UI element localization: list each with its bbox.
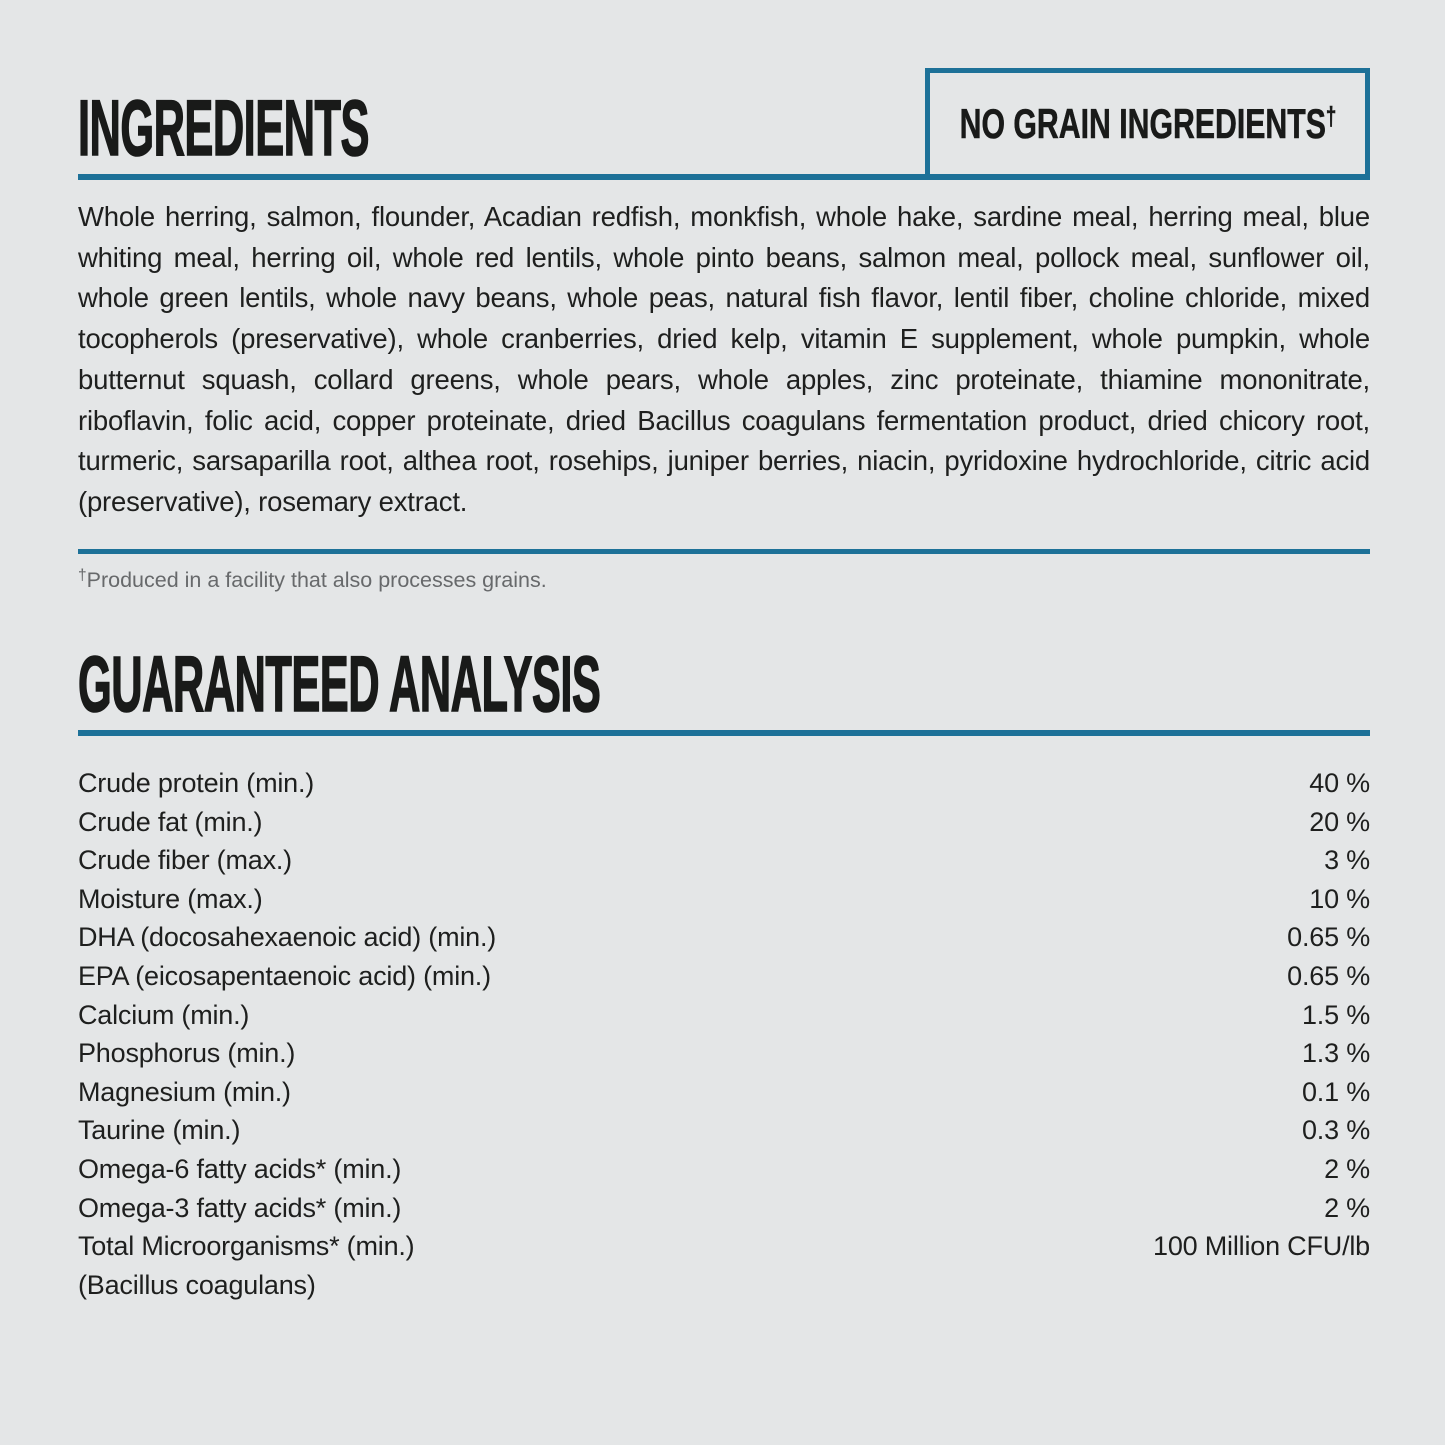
table-row [78,1073,1370,1112]
analysis-value: 20 % [1309,806,1370,837]
analysis-divider [78,730,1370,736]
analysis-value: 0.65 % [1287,922,1370,953]
table-row [78,841,1370,880]
analysis-label: Crude fiber (max.) [78,845,292,876]
ingredients-section-title: INGREDIENTS [78,83,369,172]
analysis-label: (Bacillus coagulans) [78,1269,316,1300]
footnote-divider [78,549,1370,554]
table-row [78,1266,1370,1305]
table-row [78,1227,1370,1266]
table-row [78,764,1370,803]
analysis-label: Calcium (min.) [78,999,250,1030]
analysis-value: 1.5 % [1301,999,1370,1030]
analysis-value: 0.3 % [1301,1115,1370,1146]
footnote-text: Produced in a facility that also processes grains. [86,568,547,592]
footnote-dagger: † [78,567,87,584]
ingredients-list-text: Whole herring, salmon, flounder, Acadian redfish, monkfish, whole hake, sardine meal, herring meal, blue whiting meal, herring oil, whole red lentils, whole pinto beans, salmon meal, pollock meal, sunflower oil, whole green lentils, whole navy beans, whole peas, natural fish flavor, lentil fiber, choline chloride, mixed tocopherols (preservative), whole cranberries, dried kelp, vitamin E supplement, whole pumpkin, whole butternut squash, collard greens, whole pears, whole apples, zinc proteinate, thiamine mononitrate, riboflavin, folic acid, copper proteinate, dried Bacillus coagulans fermentation product, dried chicory root, turmeric, sarsaparilla root, althea root, rosehips, juniper berries, niacin, pyridoxine hydrochloride, citric acid (preservative), rosemary extract. [78,201,1370,517]
analysis-value: 3 % [1324,845,1370,876]
analysis-label: Omega-6 fatty acids* (min.) [78,1153,402,1184]
analysis-value: 40 % [1309,768,1370,798]
analysis-label: Omega-3 fatty acids* (min.) [78,1192,402,1223]
analysis-label: EPA (eicosapentaenoic acid) (min.) [78,960,491,991]
table-row [78,918,1370,957]
analysis-value: 0.65 % [1287,960,1370,991]
analysis-value: 1.3 % [1301,1038,1370,1069]
analysis-value: 2 % [1324,1192,1370,1223]
analysis-label: Phosphorus (min.) [78,1038,296,1069]
analysis-value: 2 % [1324,1153,1370,1184]
analysis-label: Taurine (min.) [78,1115,241,1146]
no-grain-badge-text [959,100,1336,148]
analysis-label: Crude protein (min.) [78,768,315,798]
table-row [78,1150,1370,1189]
analysis-label: Crude fat (min.) [78,806,263,837]
analysis-label: Total Microorganisms* (min.) [78,1231,415,1262]
ingredients-divider [78,174,1370,180]
table-row [78,1189,1370,1228]
table-row [78,1034,1370,1073]
no-grain-badge-dagger: † [1325,101,1336,131]
analysis-value: 100 Million CFU/lb [1153,1231,1370,1262]
analysis-label: Moisture (max.) [78,883,263,914]
grain-facility-footnote [78,567,547,593]
guaranteed-analysis-table [78,764,1370,1304]
guaranteed-analysis-section-title: GUARANTEED ANALYSIS [78,639,601,728]
no-grain-badge [925,68,1370,180]
no-grain-badge-label: NO GRAIN INGREDIENTS [959,100,1326,147]
table-row [78,996,1370,1035]
table-row [78,1111,1370,1150]
table-row [78,957,1370,996]
analysis-value: 10 % [1309,883,1370,914]
table-row [78,803,1370,842]
analysis-value: 0.1 % [1301,1076,1370,1107]
analysis-label: DHA (docosahexaenoic acid) (min.) [78,922,497,953]
table-row [78,880,1370,919]
analysis-label: Magnesium (min.) [78,1076,291,1107]
